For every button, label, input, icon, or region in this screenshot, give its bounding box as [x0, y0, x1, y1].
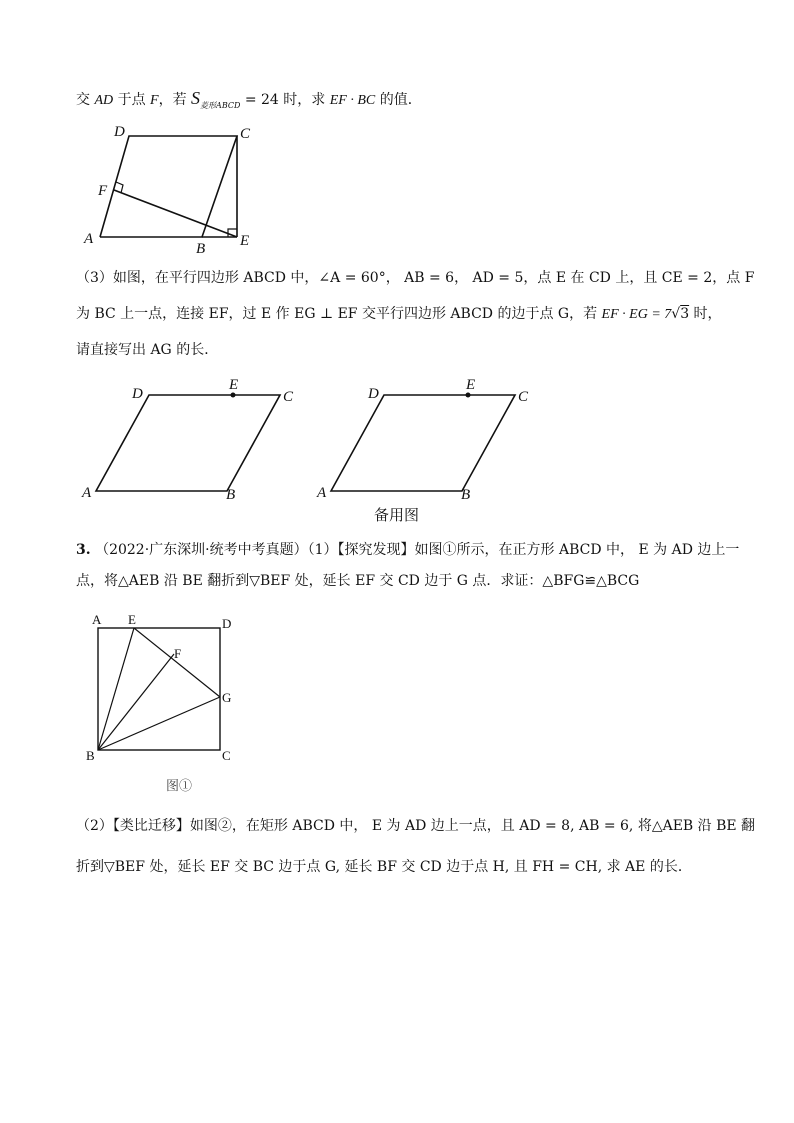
segment-bg	[98, 697, 220, 750]
q3-line2: 点，将△AEB 沿 BE 翻折到▽BEF 处，延长 EF 交 CD 边于 G 点．求证：△BFG≌△BCG	[76, 573, 640, 589]
label-c: C	[240, 126, 251, 142]
label-e: E	[466, 377, 476, 393]
label-e: E	[240, 233, 250, 249]
parallelogram-outline	[96, 395, 280, 491]
label-d: D	[368, 386, 379, 402]
label-b: B	[461, 487, 471, 503]
part3-line2: 为 BC 上一点，连接 EF，过 E 作 EG ⊥ EF 交平行四边形 ABCD 的边于点 G，若 EF · EG = 7√3 时，	[76, 306, 722, 322]
figure-caption: 备用图	[374, 506, 420, 524]
q3-part2-line1: （2）【类比迁移】如图②，在矩形 ABCD 中， E 为 AD 边上一点，且 AD = 8, AB = 6, 将△AEB 沿 BE 翻	[76, 818, 756, 834]
square-fold-figure	[80, 608, 250, 798]
label-d: D	[114, 124, 125, 140]
figure-caption: 图①	[166, 779, 193, 794]
label-c: C	[222, 748, 231, 763]
label-a: A	[92, 612, 102, 627]
segment-eg	[134, 628, 220, 697]
segment-bf	[98, 654, 174, 750]
q3-part2-line2: 折到▽BEF 处，延长 EF 交 BC 边于点 G, 延长 BF 交 CD 边于点 H, 且 FH = CH, 求 AE 的长．	[76, 859, 692, 875]
part3-line3: 请直接写出 AG 的长．	[76, 342, 219, 358]
parallelogram-figure	[76, 374, 306, 504]
label-d: D	[222, 616, 232, 631]
label-e: E	[128, 612, 136, 627]
label-g: G	[222, 690, 232, 705]
label-d: D	[132, 386, 143, 402]
label-f: F	[98, 183, 108, 199]
label-c: C	[283, 389, 294, 405]
point-e	[466, 393, 471, 398]
part2-question-tail: 交 AD 于点 F，若 $S_{菱形ABCD} = 24$ 时，求 EF · BC 的值．	[76, 88, 422, 110]
q3-line1: 3. （2022·广东深圳·统考中考真题）（1）【探究发现】如图①所示，在正方形 ABCD 中， E 为 AD 边上一	[76, 542, 740, 558]
segment-be	[98, 628, 134, 750]
spare-parallelogram-figure	[316, 374, 546, 529]
part3-line1: （3）如图，在平行四边形 ABCD 中，∠A = 60°， AB = 6， AD = 5，点 E 在 CD 上，且 CE = 2，点 F	[76, 270, 755, 286]
point-e	[231, 393, 236, 398]
label-b: B	[196, 241, 206, 257]
label-e: E	[229, 377, 239, 393]
parallelogram-outline	[331, 395, 515, 491]
rhombus-figure	[76, 118, 276, 258]
label-a: A	[82, 485, 92, 501]
label-b: B	[86, 748, 95, 763]
sqrt-symbol: √	[671, 306, 681, 322]
label-a: A	[317, 485, 327, 501]
rhombus-outline	[100, 136, 237, 237]
label-b: B	[226, 487, 236, 503]
label-c: C	[518, 389, 529, 405]
segment-fe	[114, 190, 237, 237]
label-f: F	[174, 646, 182, 661]
label-a: A	[84, 231, 94, 247]
